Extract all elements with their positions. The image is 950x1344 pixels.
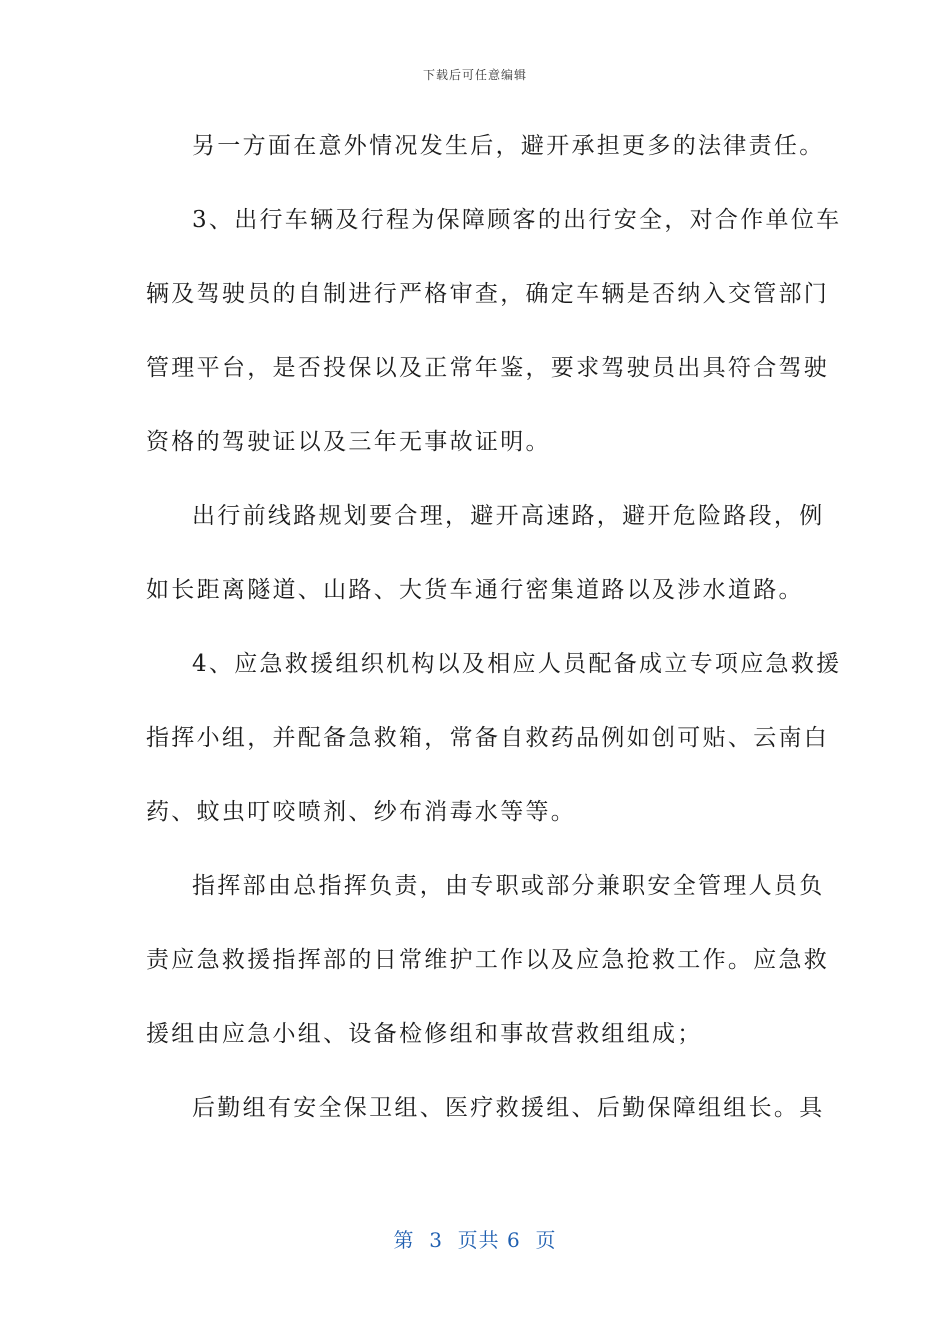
page-number-text: 第 3 页共 6 页 xyxy=(393,1228,557,1252)
text-line: 3、出行车辆及行程为保障顾客的出行安全，对合作单位车 xyxy=(192,207,842,233)
document-body xyxy=(146,118,842,1154)
text-line: 4、应急救援组织机构以及相应人员配备成立专项应急救援 xyxy=(192,651,842,677)
text-line: 辆及驾驶员的自制进行严格审查，确定车辆是否纳入交管部门 xyxy=(146,281,830,307)
page-footer xyxy=(0,1224,950,1253)
text-line: 药、蚊虫叮咬喷剂、纱布消毒水等等。 xyxy=(146,799,577,825)
text-line: 责应急救援指挥部的日常维护工作以及应急抢救工作。应急救 xyxy=(146,947,830,973)
text-line: 另一方面在意外情况发生后，避开承担更多的法律责任。 xyxy=(192,133,825,159)
text-line: 管理平台，是否投保以及正常年鉴，要求驾驶员出具符合驾驶 xyxy=(146,355,830,381)
text-line: 援组由应急小组、设备检修组和事故营救组组成； xyxy=(146,1021,703,1047)
text-line: 后勤组有安全保卫组、医疗救援组、后勤保障组组长。具 xyxy=(192,1095,825,1121)
text-line: 如长距离隧道、山路、大货车通行密集道路以及涉水道路。 xyxy=(146,577,804,603)
text-line: 指挥部由总指挥负责，由专职或部分兼职安全管理人员负 xyxy=(192,873,825,899)
text-line: 指挥小组，并配备急救箱，常备自救药品例如创可贴、云南白 xyxy=(146,725,830,751)
header-note: 下载后可任意编辑 xyxy=(422,68,527,82)
text-line: 出行前线路规划要合理，避开高速路，避开危险路段，例 xyxy=(192,503,825,529)
text-line: 资格的驾驶证以及三年无事故证明。 xyxy=(146,429,551,455)
